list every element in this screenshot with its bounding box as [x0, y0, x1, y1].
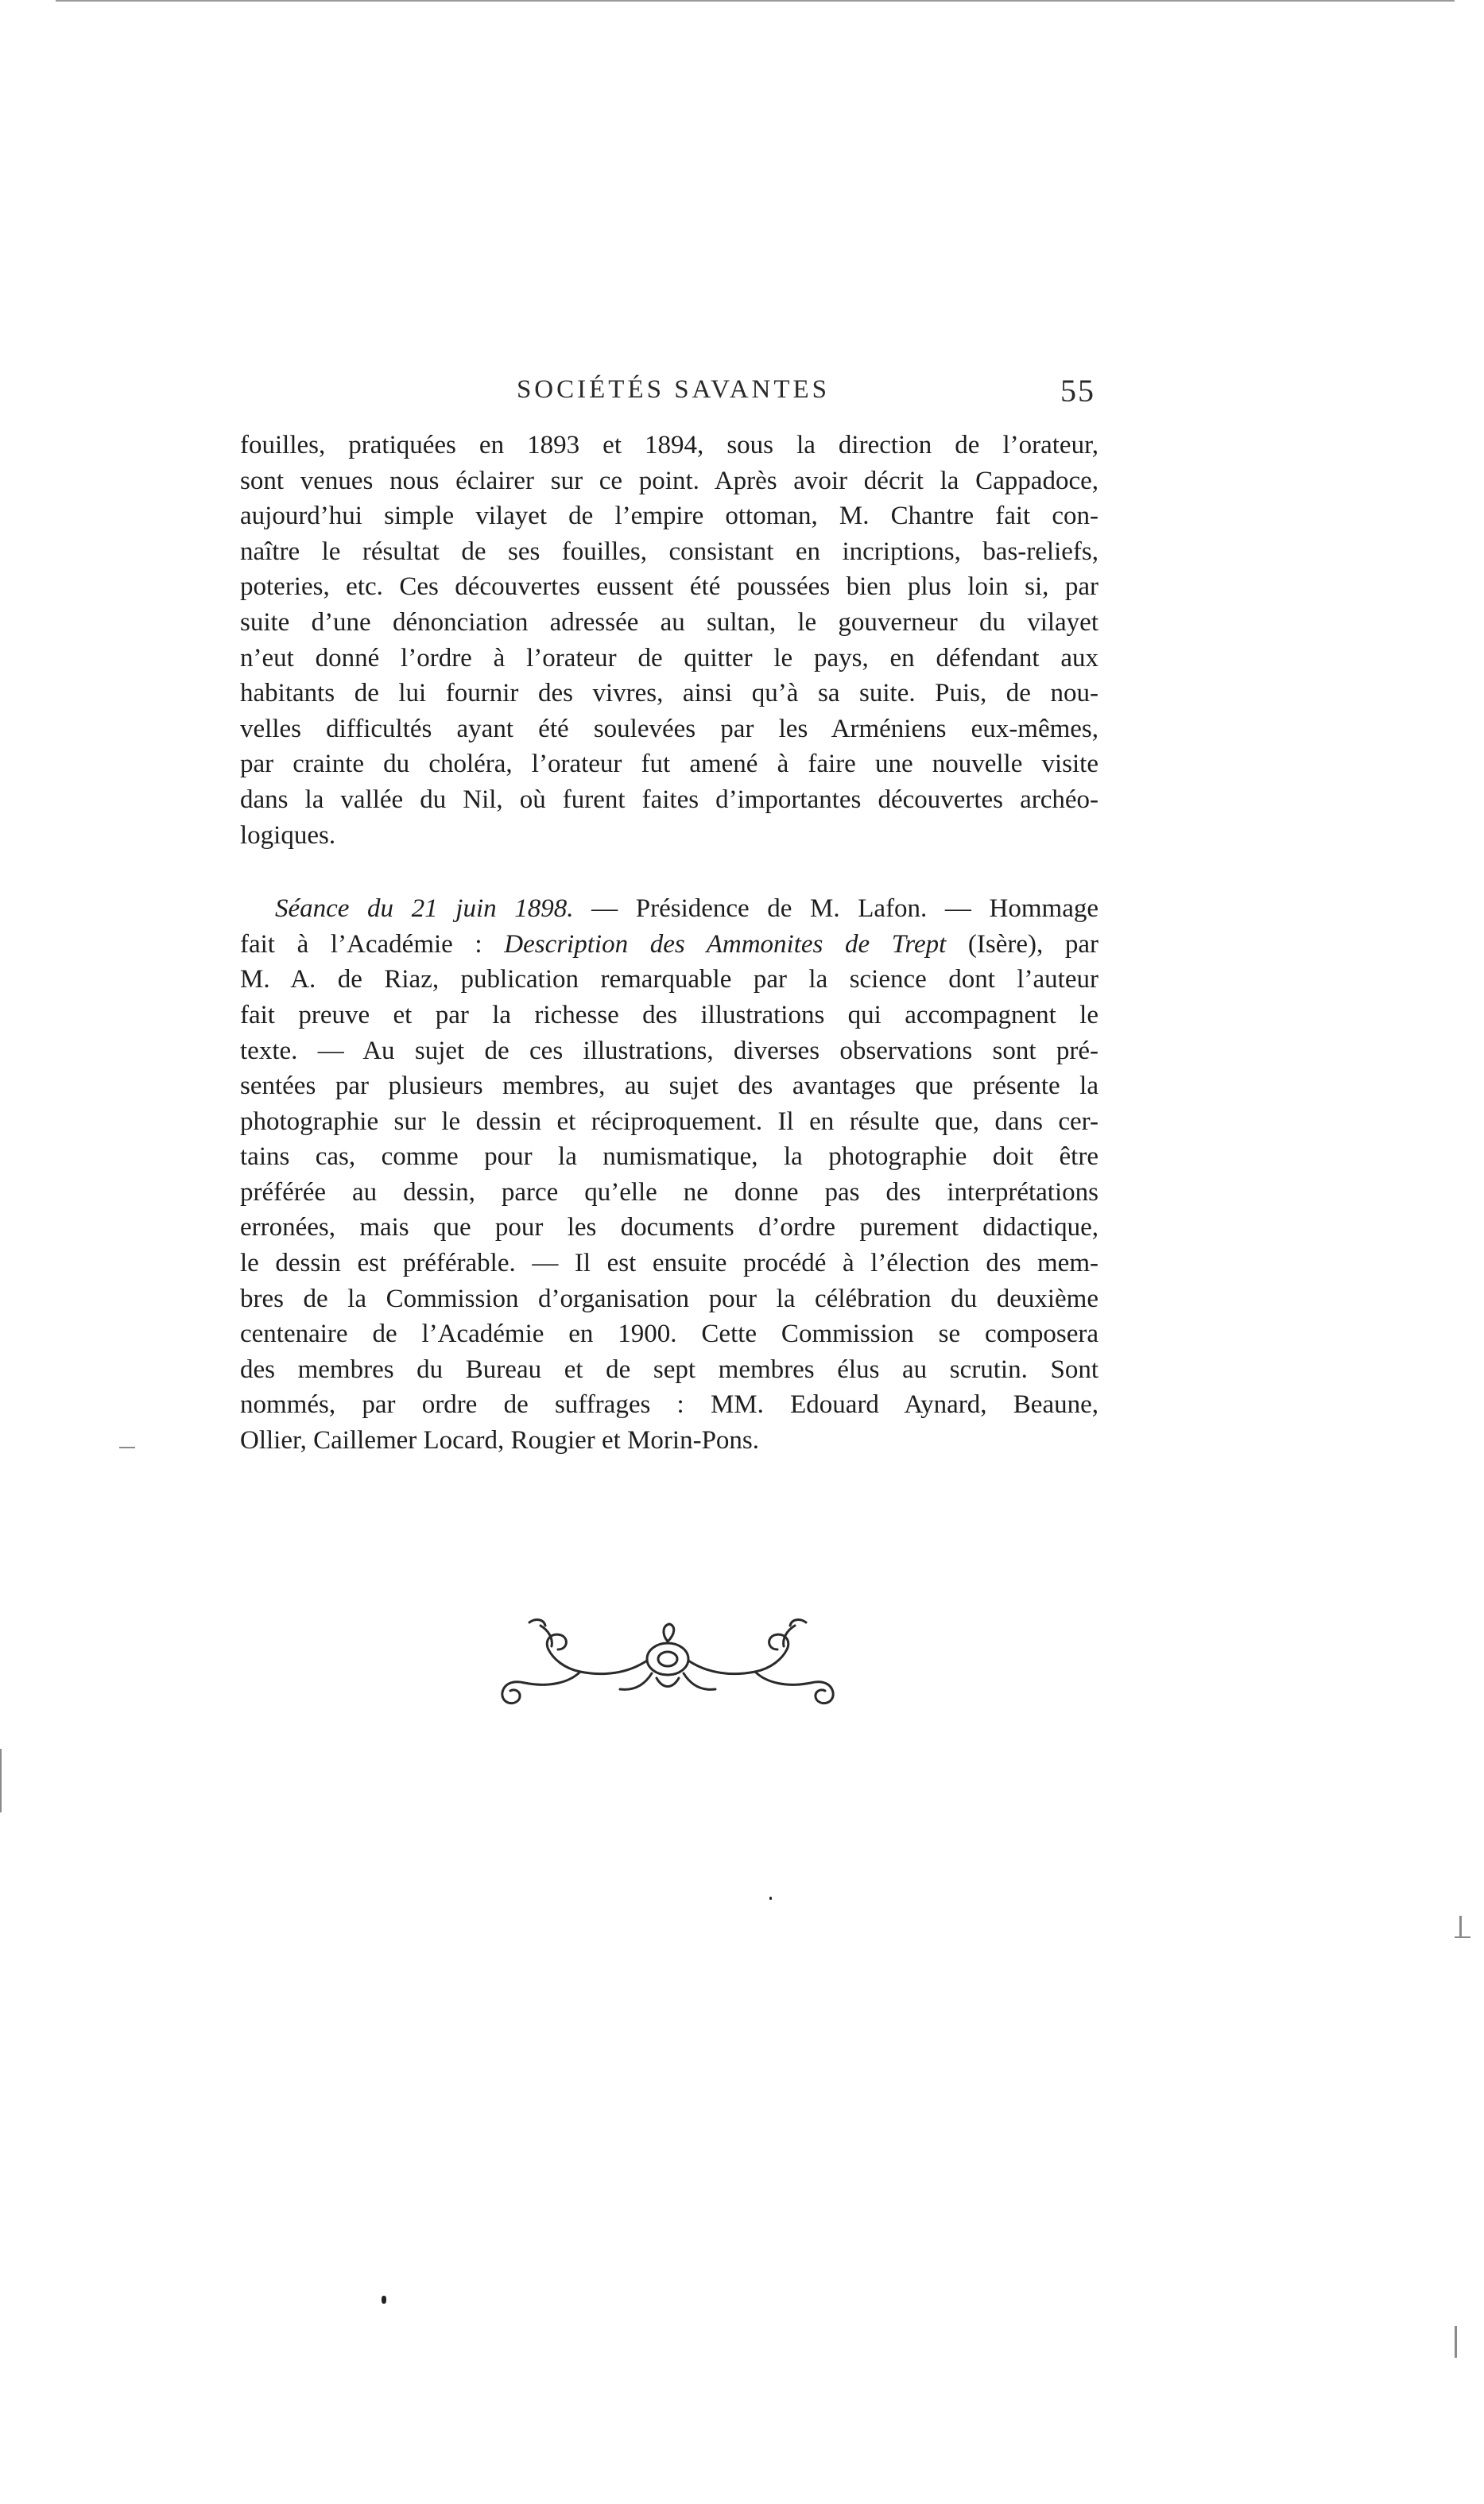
text-line	[240, 891, 1098, 927]
page-number: 55	[1060, 373, 1095, 409]
text-line: n’eut donné l’ordre à l’orateur de quitter le pays, en défendant aux	[240, 643, 1098, 673]
running-title: SOCIÉTÉS SAVANTES	[516, 375, 831, 404]
margin-scan-mark	[1455, 1936, 1470, 1938]
text-line: aujourd’hui simple vilayet de l’empire ottoman, M. Chantre fait con-	[240, 502, 1098, 531]
body-text	[240, 428, 1098, 1459]
text-line: erronées, mais que pour les documents d’ordre purement didactique,	[240, 1213, 1098, 1242]
ink-speck	[769, 1897, 772, 1900]
text-line: bres de la Commission d’organisation pour la célébration du deuxième	[240, 1284, 1098, 1313]
margin-scan-mark	[1459, 1916, 1462, 1936]
text-line: tains cas, comme pour la numismatique, la photographie doit être	[240, 1142, 1098, 1172]
page-top-edge	[56, 0, 1455, 2]
text-line: poteries, etc. Ces découvertes eussent été poussées bien plus loin si, par	[240, 572, 1098, 602]
text-line: texte. — Au sujet de ces illustrations, diverses observations sont pré-	[240, 1036, 1098, 1065]
floral-tailpiece-icon	[493, 1610, 843, 1713]
text-line: sentées par plusieurs membres, au sujet des avantages que présente la	[240, 1072, 1098, 1101]
text-line: des membres du Bureau et de sept membres élus au scrutin. Sont	[240, 1355, 1098, 1384]
text-line: centenaire de l’Académie en 1900. Cette Commission se composera	[240, 1320, 1098, 1349]
seance-presidence: — Présidence de M. Lafon. — Hommage	[573, 894, 1098, 924]
text-line: fait preuve et par la richesse des illustrations qui accompagnent le	[240, 1000, 1098, 1029]
text-line: nommés, par ordre de suffrages : MM. Edouard Aynard, Beaune,	[240, 1390, 1098, 1420]
text-line: velles difficultés ayant été soulevées par les Arméniens eux-mêmes,	[240, 714, 1098, 743]
text-line: photographie sur le dessin et réciproquement. Il en résulte que, dans cer-	[240, 1107, 1098, 1136]
hommage-text: fait à l’Académie :	[240, 929, 505, 959]
text-line: Ollier, Caillemer Locard, Rougier et Morin-Pons.	[240, 1426, 760, 1455]
text-line: dans la vallée du Nil, où furent faites d’importantes découvertes archéo-	[240, 785, 1098, 814]
margin-scan-mark	[0, 1749, 2, 1812]
margin-scan-mark	[119, 1447, 135, 1448]
paragraph-1	[240, 428, 1098, 853]
text-line: le dessin est préférable. — Il est ensuite procédé à l’élection des mem-	[240, 1249, 1098, 1278]
running-head	[251, 372, 1095, 420]
text-line: sont venues nous éclairer sur ce point. Après avoir décrit la Cappadoce,	[240, 466, 1098, 495]
text-line	[240, 927, 1098, 963]
work-location: (Isère), par	[946, 929, 1098, 959]
text-line: naître le résultat de ses fouilles, consistant en incriptions, bas-reliefs,	[240, 537, 1098, 566]
text-line: suite d’une dénonciation adressée au sultan, le gouverneur du vilayet	[240, 607, 1098, 637]
paragraph-2	[240, 891, 1098, 1459]
seance-date: Séance du 21 juin 1898.	[275, 894, 574, 924]
text-line: habitants de lui fournir des vivres, ainsi qu’à sa suite. Puis, de nou-	[240, 679, 1098, 708]
text-line: préférée au dessin, parce qu’elle ne donne pas des interprétations	[240, 1177, 1098, 1207]
margin-scan-mark	[1455, 2326, 1457, 2358]
text-line: fouilles, pratiquées en 1893 et 1894, sous la direction de l’orateur,	[240, 431, 1098, 459]
text-line: logiques.	[240, 820, 336, 850]
work-title: Description des Ammonites de Trept	[504, 929, 947, 959]
text-line: M. A. de Riaz, publication remarquable par la science dont l’auteur	[240, 965, 1098, 994]
ink-speck	[382, 2296, 386, 2304]
paragraph-gap	[240, 853, 1098, 891]
text-line: par crainte du choléra, l’orateur fut amené à faire une nouvelle visite	[240, 750, 1098, 779]
